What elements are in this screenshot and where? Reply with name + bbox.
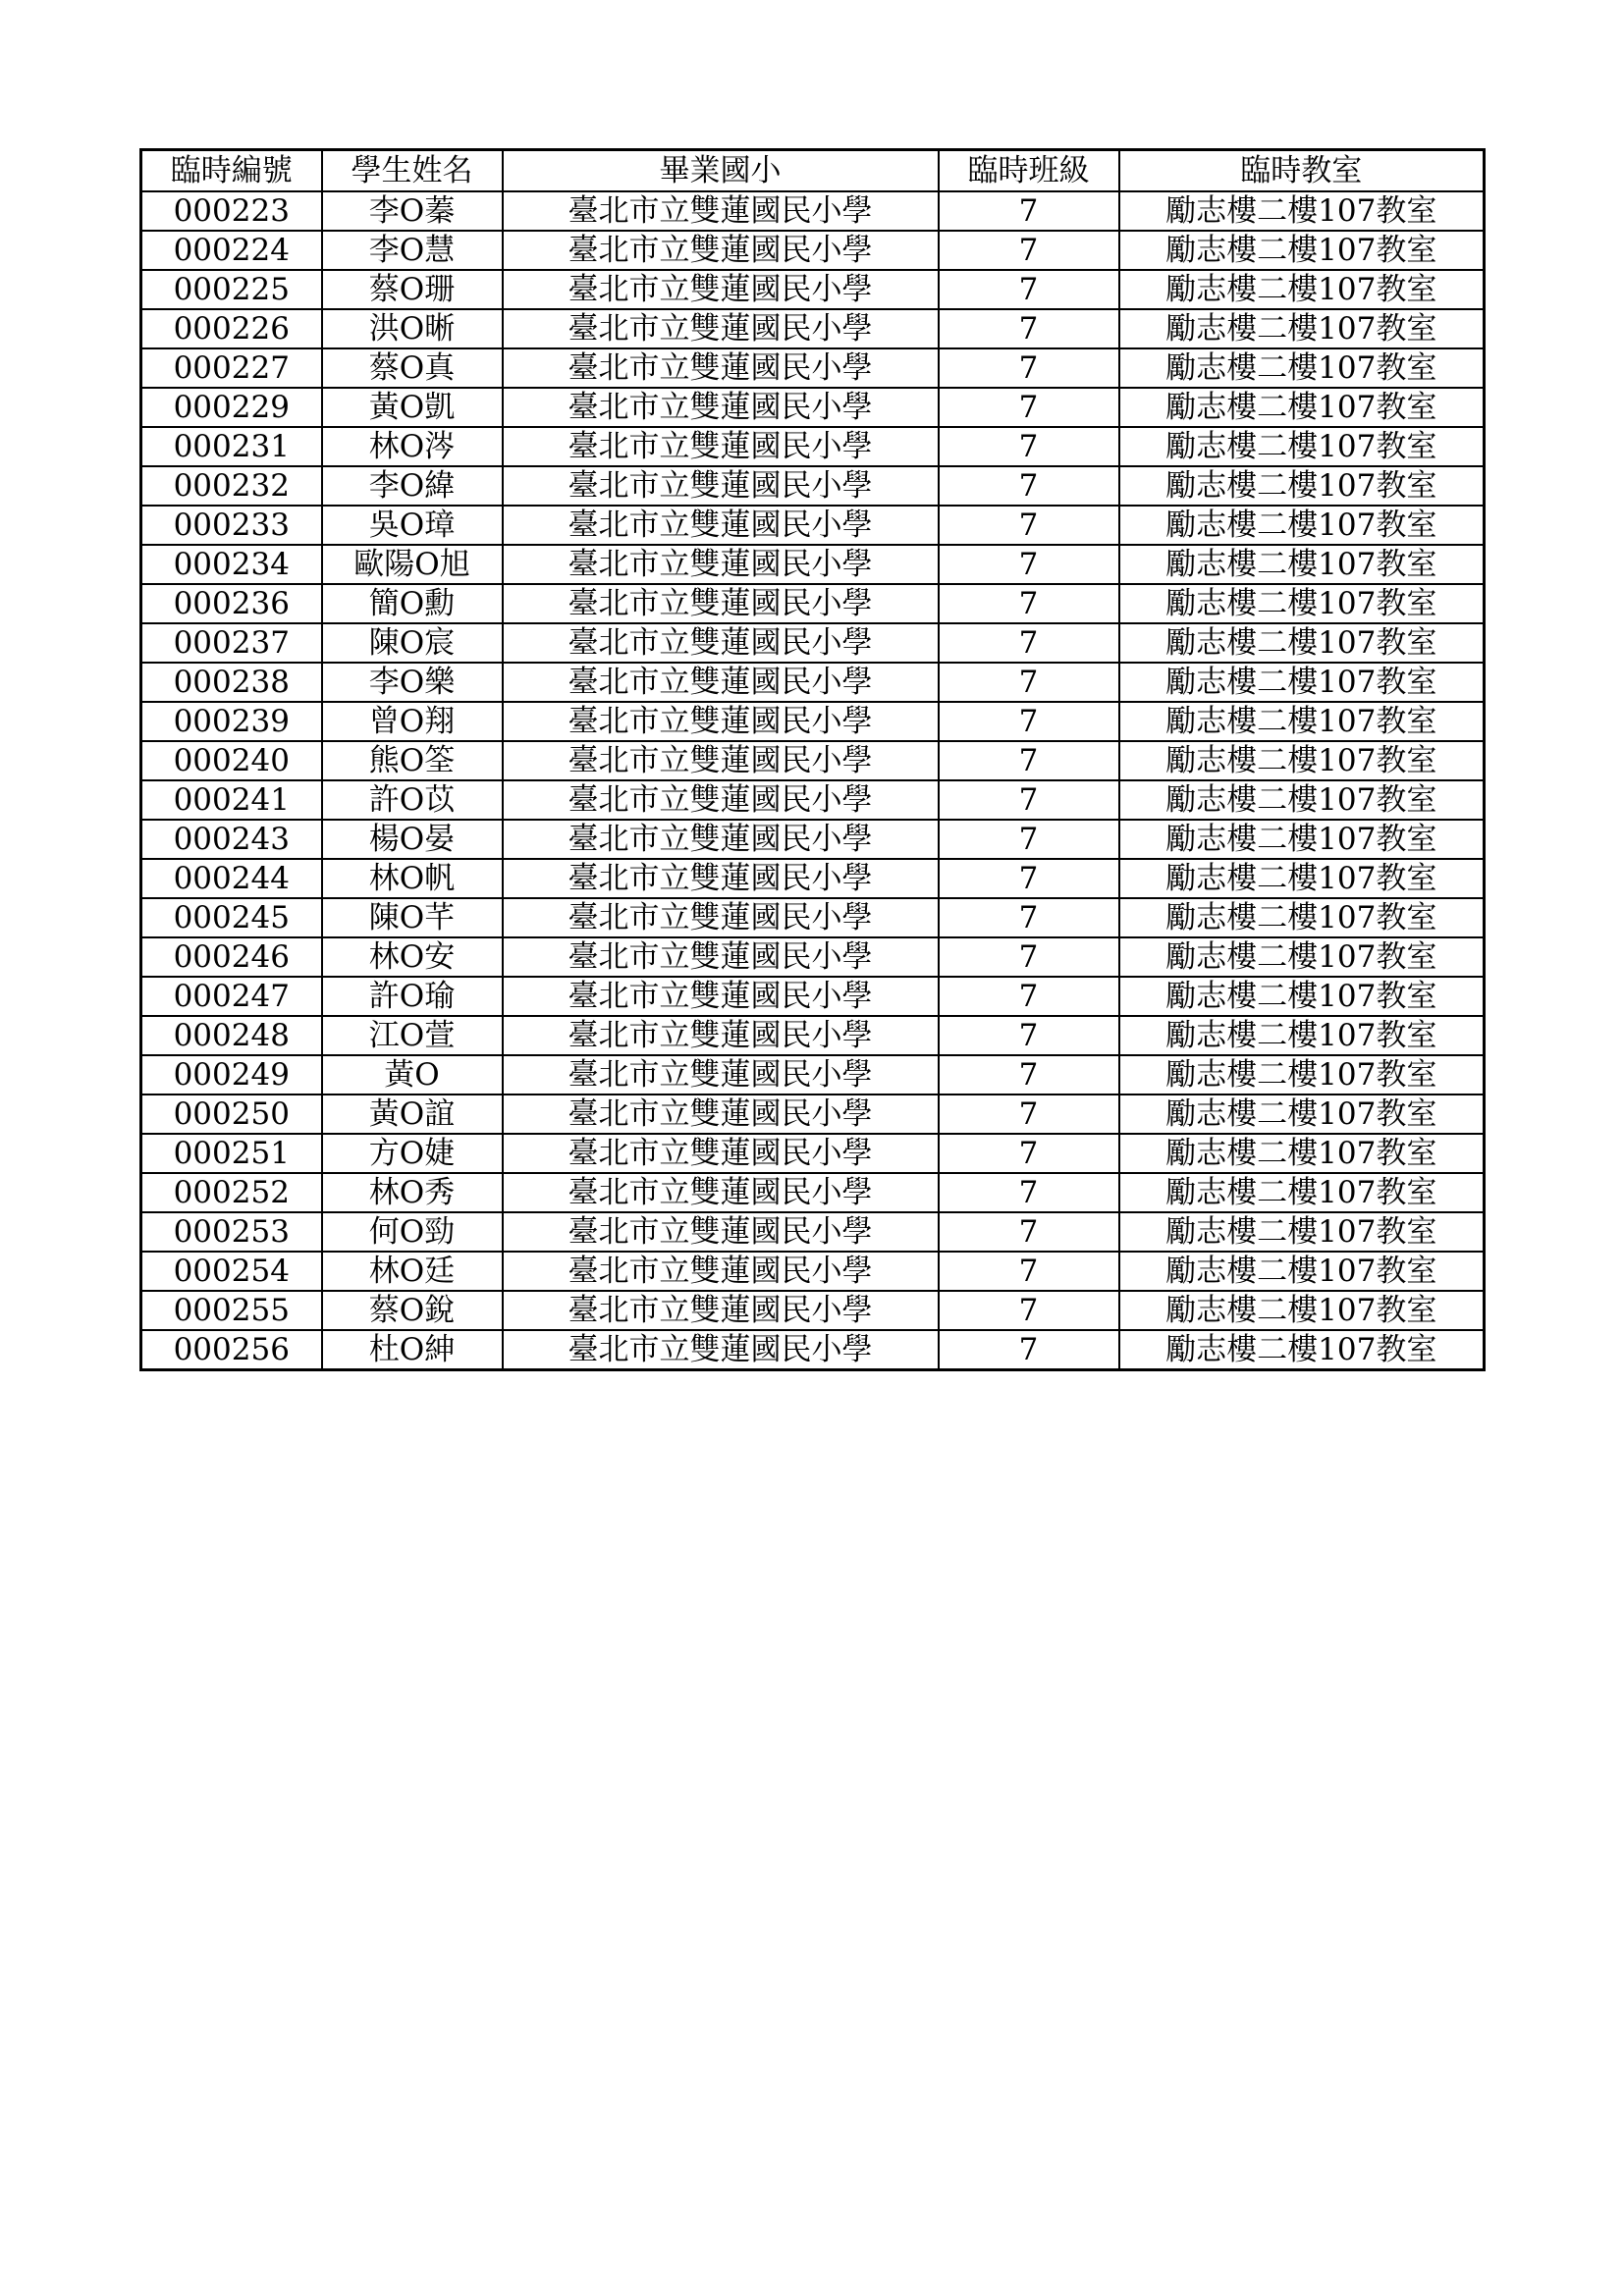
- table-row: [141, 937, 1485, 977]
- cell-student-name: 李O慧: [322, 231, 503, 270]
- cell-student-name: 黃O誼: [322, 1095, 503, 1134]
- cell-graduated-school: 臺北市立雙蓮國民小學: [503, 270, 939, 309]
- cell-temp-class: 7: [939, 1055, 1119, 1095]
- cell-student-name: 蔡O珊: [322, 270, 503, 309]
- cell-temp-class: 7: [939, 1016, 1119, 1055]
- cell-student-name: 陳O芊: [322, 898, 503, 937]
- cell-temp-class: 7: [939, 388, 1119, 427]
- cell-graduated-school: 臺北市立雙蓮國民小學: [503, 1095, 939, 1134]
- cell-graduated-school: 臺北市立雙蓮國民小學: [503, 1291, 939, 1330]
- cell-temp-id: 000238: [141, 663, 322, 702]
- cell-student-name: 李O蓁: [322, 191, 503, 231]
- cell-temp-id: 000247: [141, 977, 322, 1016]
- header-student-name: 學生姓名: [322, 150, 503, 192]
- table-row: [141, 1095, 1485, 1134]
- cell-temp-class: 7: [939, 1291, 1119, 1330]
- cell-temp-classroom: 勵志樓二樓107教室: [1119, 388, 1485, 427]
- table-row: [141, 859, 1485, 898]
- cell-temp-classroom: 勵志樓二樓107教室: [1119, 780, 1485, 820]
- cell-student-name: 熊O筌: [322, 741, 503, 780]
- cell-graduated-school: 臺北市立雙蓮國民小學: [503, 977, 939, 1016]
- table-row: [141, 1291, 1485, 1330]
- cell-student-name: 林O安: [322, 937, 503, 977]
- cell-graduated-school: 臺北市立雙蓮國民小學: [503, 741, 939, 780]
- cell-graduated-school: 臺北市立雙蓮國民小學: [503, 780, 939, 820]
- cell-temp-id: 000254: [141, 1252, 322, 1291]
- table-row: [141, 348, 1485, 388]
- cell-temp-class: 7: [939, 1330, 1119, 1370]
- cell-temp-class: 7: [939, 780, 1119, 820]
- table-row: [141, 1173, 1485, 1212]
- cell-temp-classroom: 勵志樓二樓107教室: [1119, 623, 1485, 663]
- cell-student-name: 杜O紳: [322, 1330, 503, 1370]
- cell-student-name: 李O樂: [322, 663, 503, 702]
- cell-temp-id: 000240: [141, 741, 322, 780]
- cell-graduated-school: 臺北市立雙蓮國民小學: [503, 584, 939, 623]
- table-row: [141, 466, 1485, 506]
- cell-graduated-school: 臺北市立雙蓮國民小學: [503, 1212, 939, 1252]
- cell-temp-id: 000239: [141, 702, 322, 741]
- cell-student-name: 許O苡: [322, 780, 503, 820]
- cell-temp-class: 7: [939, 663, 1119, 702]
- cell-temp-id: 000229: [141, 388, 322, 427]
- cell-temp-class: 7: [939, 191, 1119, 231]
- cell-graduated-school: 臺北市立雙蓮國民小學: [503, 702, 939, 741]
- cell-graduated-school: 臺北市立雙蓮國民小學: [503, 623, 939, 663]
- cell-temp-class: 7: [939, 702, 1119, 741]
- cell-temp-classroom: 勵志樓二樓107教室: [1119, 1291, 1485, 1330]
- cell-temp-class: 7: [939, 1212, 1119, 1252]
- cell-graduated-school: 臺北市立雙蓮國民小學: [503, 309, 939, 348]
- cell-temp-class: 7: [939, 898, 1119, 937]
- cell-temp-id: 000231: [141, 427, 322, 466]
- header-graduated-school: 畢業國小: [503, 150, 939, 192]
- cell-temp-id: 000236: [141, 584, 322, 623]
- table-row: [141, 506, 1485, 545]
- table-row: [141, 1016, 1485, 1055]
- cell-student-name: 吳O璋: [322, 506, 503, 545]
- cell-temp-class: 7: [939, 820, 1119, 859]
- cell-temp-id: 000227: [141, 348, 322, 388]
- cell-temp-classroom: 勵志樓二樓107教室: [1119, 1016, 1485, 1055]
- cell-temp-id: 000253: [141, 1212, 322, 1252]
- cell-temp-class: 7: [939, 623, 1119, 663]
- cell-temp-id: 000256: [141, 1330, 322, 1370]
- cell-temp-classroom: 勵志樓二樓107教室: [1119, 663, 1485, 702]
- cell-temp-class: 7: [939, 1252, 1119, 1291]
- cell-temp-id: 000252: [141, 1173, 322, 1212]
- cell-student-name: 歐陽O旭: [322, 545, 503, 584]
- cell-student-name: 黃O: [322, 1055, 503, 1095]
- cell-temp-classroom: 勵志樓二樓107教室: [1119, 545, 1485, 584]
- cell-graduated-school: 臺北市立雙蓮國民小學: [503, 1055, 939, 1095]
- table-row: [141, 191, 1485, 231]
- cell-temp-class: 7: [939, 1095, 1119, 1134]
- cell-graduated-school: 臺北市立雙蓮國民小學: [503, 1330, 939, 1370]
- cell-graduated-school: 臺北市立雙蓮國民小學: [503, 427, 939, 466]
- cell-student-name: 林O涔: [322, 427, 503, 466]
- cell-student-name: 蔡O銳: [322, 1291, 503, 1330]
- table-row: [141, 584, 1485, 623]
- table-row: [141, 1134, 1485, 1173]
- table-row: [141, 820, 1485, 859]
- cell-temp-id: 000243: [141, 820, 322, 859]
- cell-student-name: 簡O勳: [322, 584, 503, 623]
- cell-temp-class: 7: [939, 506, 1119, 545]
- table-row: [141, 741, 1485, 780]
- cell-student-name: 何O勁: [322, 1212, 503, 1252]
- cell-student-name: 蔡O真: [322, 348, 503, 388]
- cell-temp-id: 000255: [141, 1291, 322, 1330]
- cell-temp-id: 000226: [141, 309, 322, 348]
- cell-temp-classroom: 勵志樓二樓107教室: [1119, 1212, 1485, 1252]
- cell-temp-classroom: 勵志樓二樓107教室: [1119, 309, 1485, 348]
- cell-temp-id: 000232: [141, 466, 322, 506]
- cell-student-name: 林O帆: [322, 859, 503, 898]
- cell-graduated-school: 臺北市立雙蓮國民小學: [503, 191, 939, 231]
- table-row: [141, 623, 1485, 663]
- cell-temp-id: 000237: [141, 623, 322, 663]
- cell-graduated-school: 臺北市立雙蓮國民小學: [503, 231, 939, 270]
- cell-student-name: 許O瑜: [322, 977, 503, 1016]
- cell-graduated-school: 臺北市立雙蓮國民小學: [503, 1016, 939, 1055]
- table-header: [141, 150, 1485, 192]
- student-assignment-table: [139, 148, 1486, 1371]
- cell-student-name: 方O婕: [322, 1134, 503, 1173]
- table-row: [141, 663, 1485, 702]
- cell-temp-class: 7: [939, 348, 1119, 388]
- cell-temp-classroom: 勵志樓二樓107教室: [1119, 191, 1485, 231]
- cell-temp-classroom: 勵志樓二樓107教室: [1119, 820, 1485, 859]
- header-row: [141, 150, 1485, 192]
- table-row: [141, 309, 1485, 348]
- table-row: [141, 977, 1485, 1016]
- cell-temp-classroom: 勵志樓二樓107教室: [1119, 1252, 1485, 1291]
- table-row: [141, 1330, 1485, 1370]
- cell-graduated-school: 臺北市立雙蓮國民小學: [503, 898, 939, 937]
- header-temp-class: 臨時班級: [939, 150, 1119, 192]
- cell-temp-class: 7: [939, 977, 1119, 1016]
- table-row: [141, 898, 1485, 937]
- table-row: [141, 545, 1485, 584]
- cell-temp-classroom: 勵志樓二樓107教室: [1119, 859, 1485, 898]
- table-row: [141, 780, 1485, 820]
- cell-graduated-school: 臺北市立雙蓮國民小學: [503, 388, 939, 427]
- cell-temp-class: 7: [939, 584, 1119, 623]
- table-row: [141, 427, 1485, 466]
- cell-temp-classroom: 勵志樓二樓107教室: [1119, 977, 1485, 1016]
- table-row: [141, 270, 1485, 309]
- cell-temp-class: 7: [939, 1173, 1119, 1212]
- cell-temp-classroom: 勵志樓二樓107教室: [1119, 427, 1485, 466]
- cell-temp-id: 000248: [141, 1016, 322, 1055]
- cell-student-name: 江O萱: [322, 1016, 503, 1055]
- cell-graduated-school: 臺北市立雙蓮國民小學: [503, 466, 939, 506]
- cell-temp-id: 000244: [141, 859, 322, 898]
- cell-temp-id: 000250: [141, 1095, 322, 1134]
- cell-temp-classroom: 勵志樓二樓107教室: [1119, 898, 1485, 937]
- table-row: [141, 1055, 1485, 1095]
- cell-temp-classroom: 勵志樓二樓107教室: [1119, 348, 1485, 388]
- cell-graduated-school: 臺北市立雙蓮國民小學: [503, 1173, 939, 1212]
- cell-temp-id: 000249: [141, 1055, 322, 1095]
- cell-temp-class: 7: [939, 859, 1119, 898]
- cell-graduated-school: 臺北市立雙蓮國民小學: [503, 820, 939, 859]
- cell-student-name: 楊O晏: [322, 820, 503, 859]
- cell-temp-classroom: 勵志樓二樓107教室: [1119, 741, 1485, 780]
- cell-graduated-school: 臺北市立雙蓮國民小學: [503, 1134, 939, 1173]
- cell-temp-id: 000241: [141, 780, 322, 820]
- cell-temp-id: 000225: [141, 270, 322, 309]
- cell-temp-class: 7: [939, 545, 1119, 584]
- cell-temp-classroom: 勵志樓二樓107教室: [1119, 270, 1485, 309]
- cell-graduated-school: 臺北市立雙蓮國民小學: [503, 506, 939, 545]
- cell-temp-classroom: 勵志樓二樓107教室: [1119, 937, 1485, 977]
- table-body: [141, 191, 1485, 1370]
- cell-graduated-school: 臺北市立雙蓮國民小學: [503, 937, 939, 977]
- cell-temp-classroom: 勵志樓二樓107教室: [1119, 1330, 1485, 1370]
- cell-student-name: 林O秀: [322, 1173, 503, 1212]
- cell-temp-id: 000246: [141, 937, 322, 977]
- cell-temp-classroom: 勵志樓二樓107教室: [1119, 702, 1485, 741]
- header-temp-classroom: 臨時教室: [1119, 150, 1485, 192]
- cell-temp-classroom: 勵志樓二樓107教室: [1119, 466, 1485, 506]
- cell-temp-class: 7: [939, 427, 1119, 466]
- cell-temp-id: 000245: [141, 898, 322, 937]
- cell-temp-id: 000234: [141, 545, 322, 584]
- cell-temp-id: 000233: [141, 506, 322, 545]
- cell-student-name: 林O廷: [322, 1252, 503, 1291]
- cell-temp-id: 000223: [141, 191, 322, 231]
- cell-temp-classroom: 勵志樓二樓107教室: [1119, 1173, 1485, 1212]
- cell-student-name: 黃O凱: [322, 388, 503, 427]
- cell-temp-class: 7: [939, 231, 1119, 270]
- table-row: [141, 388, 1485, 427]
- cell-graduated-school: 臺北市立雙蓮國民小學: [503, 859, 939, 898]
- cell-temp-classroom: 勵志樓二樓107教室: [1119, 231, 1485, 270]
- cell-temp-class: 7: [939, 270, 1119, 309]
- cell-temp-classroom: 勵志樓二樓107教室: [1119, 506, 1485, 545]
- cell-temp-class: 7: [939, 466, 1119, 506]
- cell-graduated-school: 臺北市立雙蓮國民小學: [503, 663, 939, 702]
- table-row: [141, 1212, 1485, 1252]
- cell-temp-classroom: 勵志樓二樓107教室: [1119, 584, 1485, 623]
- cell-graduated-school: 臺北市立雙蓮國民小學: [503, 1252, 939, 1291]
- cell-student-name: 洪O晰: [322, 309, 503, 348]
- cell-temp-class: 7: [939, 937, 1119, 977]
- cell-student-name: 曾O翔: [322, 702, 503, 741]
- cell-temp-class: 7: [939, 309, 1119, 348]
- cell-temp-classroom: 勵志樓二樓107教室: [1119, 1134, 1485, 1173]
- cell-temp-id: 000251: [141, 1134, 322, 1173]
- cell-temp-class: 7: [939, 741, 1119, 780]
- cell-temp-classroom: 勵志樓二樓107教室: [1119, 1095, 1485, 1134]
- cell-temp-classroom: 勵志樓二樓107教室: [1119, 1055, 1485, 1095]
- cell-student-name: 陳O宸: [322, 623, 503, 663]
- cell-temp-class: 7: [939, 1134, 1119, 1173]
- cell-student-name: 李O緯: [322, 466, 503, 506]
- cell-graduated-school: 臺北市立雙蓮國民小學: [503, 348, 939, 388]
- cell-temp-id: 000224: [141, 231, 322, 270]
- table-row: [141, 1252, 1485, 1291]
- header-temp-id: 臨時編號: [141, 150, 322, 192]
- cell-graduated-school: 臺北市立雙蓮國民小學: [503, 545, 939, 584]
- table-row: [141, 702, 1485, 741]
- table-row: [141, 231, 1485, 270]
